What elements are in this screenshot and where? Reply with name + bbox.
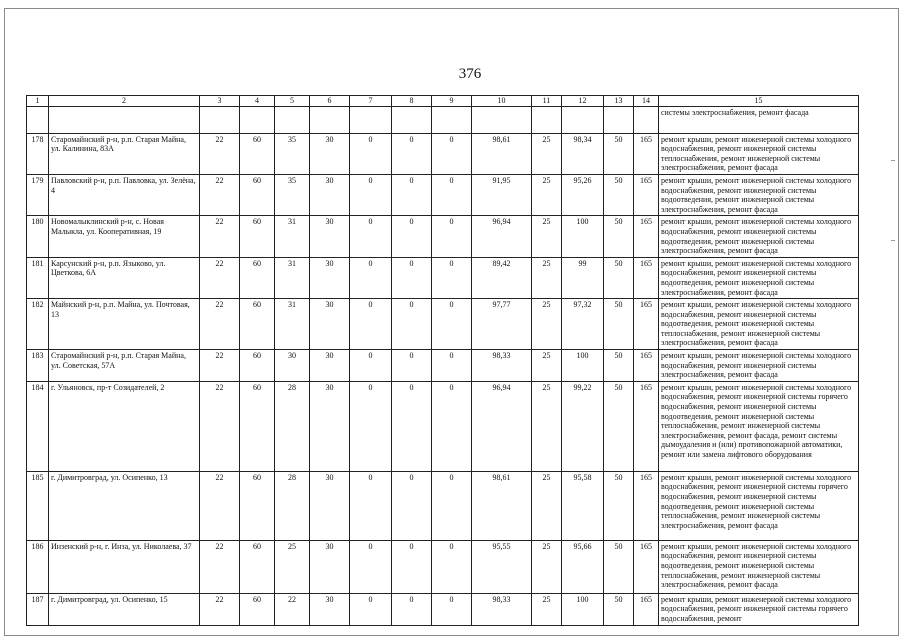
- col10-cell: 98,61: [472, 133, 532, 174]
- col9-cell: 0: [432, 350, 472, 382]
- col-header: 12: [562, 96, 604, 107]
- col8-cell: 0: [392, 593, 432, 625]
- works-cell: ремонт крыши, ремонт инженерной системы холодного водоснабжения, ремонт инженерной системы водоотведения, ремонт инженерной системы электроснабжения, ремонт фасада: [659, 257, 859, 298]
- works-cell: ремонт крыши, ремонт инженерной системы холодного водоснабжения, ремонт инженерной системы водоотведения, ремонт инженерной системы электроснабжения, ремонт фасада: [659, 174, 859, 215]
- col8-cell: 0: [392, 174, 432, 215]
- works-cell: ремонт крыши, ремонт инженерной системы холодного водоснабжения, ремонт инженерной системы водоотведения, ремонт инженерной системы теплоснабжения, ремонт инженерной системы электроснабжения, ремонт фасада: [659, 299, 859, 350]
- col12-cell: 95,26: [562, 174, 604, 215]
- col11-cell: 25: [532, 133, 562, 174]
- col14-cell: 165: [634, 257, 659, 298]
- table-row: [27, 216, 859, 257]
- col10-cell: 98,33: [472, 350, 532, 382]
- table-row: [27, 257, 859, 298]
- col11-cell: 25: [532, 593, 562, 625]
- col8-cell: 0: [392, 540, 432, 593]
- col8-cell: 0: [392, 381, 432, 471]
- works-cell: ремонт крыши, ремонт инженерной системы холодного водоснабжения, ремонт инженерной системы электроснабжения, ремонт фасада: [659, 350, 859, 382]
- col6-cell: 30: [310, 540, 350, 593]
- col10-cell: 89,42: [472, 257, 532, 298]
- address-cell: Павловский р-н, р.п. Павловка, ул. Зелёна, 4: [49, 174, 200, 215]
- address-cell: Инзенский р-н, г. Инза, ул. Николаева, 37: [49, 540, 200, 593]
- col14-cell: 165: [634, 381, 659, 471]
- col6-cell: 30: [310, 257, 350, 298]
- col-header: 5: [275, 96, 310, 107]
- col14-cell: 165: [634, 471, 659, 540]
- col5-cell: 30: [275, 350, 310, 382]
- row-number: 183: [27, 350, 49, 382]
- col-header: 13: [604, 96, 634, 107]
- col9-cell: 0: [432, 299, 472, 350]
- col12-cell: 95,66: [562, 540, 604, 593]
- col10-cell: 91,95: [472, 174, 532, 215]
- col-header: 7: [350, 96, 392, 107]
- col11-cell: 25: [532, 299, 562, 350]
- col10-cell: 98,61: [472, 471, 532, 540]
- col14-cell: 165: [634, 133, 659, 174]
- col12-cell: 97,32: [562, 299, 604, 350]
- col-header: 10: [472, 96, 532, 107]
- col3-cell: 22: [200, 350, 240, 382]
- column-number-row: [27, 96, 859, 107]
- row-number: 184: [27, 381, 49, 471]
- col13-cell: 50: [604, 471, 634, 540]
- continuation-row: [27, 106, 859, 133]
- page-number: 376: [458, 66, 482, 82]
- col7-cell: 0: [350, 216, 392, 257]
- col4-cell: 60: [240, 133, 275, 174]
- col13-cell: 50: [604, 593, 634, 625]
- col4-cell: 60: [240, 299, 275, 350]
- col7-cell: 0: [350, 593, 392, 625]
- col14-cell: 165: [634, 593, 659, 625]
- col3-cell: 22: [200, 540, 240, 593]
- col4-cell: 60: [240, 350, 275, 382]
- col14-cell: 165: [634, 174, 659, 215]
- col4-cell: 60: [240, 174, 275, 215]
- col13-cell: 50: [604, 381, 634, 471]
- col11-cell: 25: [532, 174, 562, 215]
- row-number: 182: [27, 299, 49, 350]
- housing-repair-table: [26, 95, 859, 626]
- col12-cell: 98,34: [562, 133, 604, 174]
- col4-cell: 60: [240, 471, 275, 540]
- address-cell: Старомайнский р-н, р.п. Старая Майна, ул. Советская, 57А: [49, 350, 200, 382]
- col11-cell: 25: [532, 381, 562, 471]
- col10-cell: 96,94: [472, 216, 532, 257]
- col14-cell: 165: [634, 350, 659, 382]
- col6-cell: 30: [310, 299, 350, 350]
- col7-cell: 0: [350, 174, 392, 215]
- table-row: [27, 299, 859, 350]
- col4-cell: 60: [240, 216, 275, 257]
- col7-cell: 0: [350, 381, 392, 471]
- address-cell: г. Димитровград, ул. Осипенко, 13: [49, 471, 200, 540]
- address-cell: г. Димитровград, ул. Осипенко, 15: [49, 593, 200, 625]
- col6-cell: 30: [310, 174, 350, 215]
- continuation-text: системы электроснабжения, ремонт фасада: [659, 106, 859, 133]
- col5-cell: 28: [275, 381, 310, 471]
- row-number: 185: [27, 471, 49, 540]
- col3-cell: 22: [200, 257, 240, 298]
- table-row: [27, 174, 859, 215]
- address-cell: Новомалыклинский р-н, с. Новая Малыкла, ул. Кооперативная, 19: [49, 216, 200, 257]
- col13-cell: 50: [604, 216, 634, 257]
- col4-cell: 60: [240, 540, 275, 593]
- col12-cell: 95,58: [562, 471, 604, 540]
- col9-cell: 0: [432, 257, 472, 298]
- row-number: 186: [27, 540, 49, 593]
- col8-cell: 0: [392, 299, 432, 350]
- row-number: 187: [27, 593, 49, 625]
- col9-cell: 0: [432, 174, 472, 215]
- col10-cell: 95,55: [472, 540, 532, 593]
- address-cell: г. Ульяновск, пр-т Созидателей, 2: [49, 381, 200, 471]
- col-header: 15: [659, 96, 859, 107]
- works-cell: ремонт крыши, ремонт инженерной системы холодного водоснабжения, ремонт инженерной системы теплоснабжения, ремонт инженерной системы электроснабжения, ремонт фасада: [659, 133, 859, 174]
- row-number: 179: [27, 174, 49, 215]
- col6-cell: 30: [310, 593, 350, 625]
- col13-cell: 50: [604, 174, 634, 215]
- col3-cell: 22: [200, 216, 240, 257]
- col11-cell: 25: [532, 350, 562, 382]
- col-header: 6: [310, 96, 350, 107]
- col-header: 14: [634, 96, 659, 107]
- col7-cell: 0: [350, 350, 392, 382]
- col-header: 3: [200, 96, 240, 107]
- col14-cell: 165: [634, 216, 659, 257]
- col5-cell: 31: [275, 216, 310, 257]
- row-number: 180: [27, 216, 49, 257]
- col6-cell: 30: [310, 216, 350, 257]
- col8-cell: 0: [392, 350, 432, 382]
- col8-cell: 0: [392, 471, 432, 540]
- works-cell: ремонт крыши, ремонт инженерной системы холодного водоснабжения, ремонт инженерной системы горячего водоснабжения, ремонт инженерной системы водоотведения, ремонт инженерной системы теплоснабжения, ремонт инженерной системы электроснабжения, ремонт фасада: [659, 471, 859, 540]
- col5-cell: 31: [275, 299, 310, 350]
- col7-cell: 0: [350, 540, 392, 593]
- col10-cell: 97,77: [472, 299, 532, 350]
- col3-cell: 22: [200, 593, 240, 625]
- address-cell: Майнский р-н, р.п. Майна, ул. Почтовая, 13: [49, 299, 200, 350]
- col-header: 8: [392, 96, 432, 107]
- address-cell: Карсунский р-н, р.п. Языково, ул. Цветкова, 6А: [49, 257, 200, 298]
- col-header: 2: [49, 96, 200, 107]
- col6-cell: 30: [310, 381, 350, 471]
- col7-cell: 0: [350, 471, 392, 540]
- table-row: [27, 350, 859, 382]
- col12-cell: 99: [562, 257, 604, 298]
- col11-cell: 25: [532, 540, 562, 593]
- col-header: 9: [432, 96, 472, 107]
- works-cell: ремонт крыши, ремонт инженерной системы холодного водоснабжения, ремонт инженерной системы горячего водоснабжения, ремонт инженерной системы водоотведения, ремонт инженерной системы теплоснабжения, ремонт инженерной системы электроснабжения, ремонт фасада, ремонт системы дымоудаления и (или) противопожарной автоматики, ремонт или замена лифтового оборудования: [659, 381, 859, 471]
- table-row: [27, 381, 859, 471]
- col12-cell: 100: [562, 350, 604, 382]
- table-row: [27, 540, 859, 593]
- col13-cell: 50: [604, 299, 634, 350]
- col-header: 11: [532, 96, 562, 107]
- works-cell: ремонт крыши, ремонт инженерной системы холодного водоснабжения, ремонт инженерной системы водоотведения, ремонт инженерной системы электроснабжения, ремонт фасада: [659, 216, 859, 257]
- col11-cell: 25: [532, 257, 562, 298]
- col5-cell: 25: [275, 540, 310, 593]
- col4-cell: 60: [240, 381, 275, 471]
- works-cell: ремонт крыши, ремонт инженерной системы холодного водоснабжения, ремонт инженерной системы горячего водоснабжения, ремонт: [659, 593, 859, 625]
- col8-cell: 0: [392, 216, 432, 257]
- col10-cell: 96,94: [472, 381, 532, 471]
- col6-cell: 30: [310, 133, 350, 174]
- col3-cell: 22: [200, 174, 240, 215]
- col9-cell: 0: [432, 216, 472, 257]
- col8-cell: 0: [392, 257, 432, 298]
- col9-cell: 0: [432, 471, 472, 540]
- col-header: 4: [240, 96, 275, 107]
- col3-cell: 22: [200, 299, 240, 350]
- col3-cell: 22: [200, 381, 240, 471]
- col12-cell: 99,22: [562, 381, 604, 471]
- col3-cell: 22: [200, 471, 240, 540]
- margin-mark: [891, 160, 895, 161]
- table-row: [27, 593, 859, 625]
- col9-cell: 0: [432, 540, 472, 593]
- address-cell: Старомайнский р-н, р.п. Старая Майна, ул. Калинина, 83А: [49, 133, 200, 174]
- col12-cell: 100: [562, 216, 604, 257]
- col5-cell: 35: [275, 133, 310, 174]
- col-header: 1: [27, 96, 49, 107]
- col13-cell: 50: [604, 133, 634, 174]
- col9-cell: 0: [432, 593, 472, 625]
- col10-cell: 98,33: [472, 593, 532, 625]
- col7-cell: 0: [350, 299, 392, 350]
- col4-cell: 60: [240, 257, 275, 298]
- col5-cell: 28: [275, 471, 310, 540]
- table-row: [27, 471, 859, 540]
- col7-cell: 0: [350, 257, 392, 298]
- col9-cell: 0: [432, 133, 472, 174]
- col11-cell: 25: [532, 216, 562, 257]
- col6-cell: 30: [310, 350, 350, 382]
- works-cell: ремонт крыши, ремонт инженерной системы холодного водоснабжения, ремонт инженерной системы водоотведения, ремонт инженерной системы теплоснабжения, ремонт инженерной системы электроснабжения, ремонт фасада: [659, 540, 859, 593]
- col9-cell: 0: [432, 381, 472, 471]
- col5-cell: 35: [275, 174, 310, 215]
- col14-cell: 165: [634, 299, 659, 350]
- col5-cell: 31: [275, 257, 310, 298]
- row-number: 178: [27, 133, 49, 174]
- col7-cell: 0: [350, 133, 392, 174]
- margin-mark: [891, 240, 895, 241]
- col4-cell: 60: [240, 593, 275, 625]
- col13-cell: 50: [604, 257, 634, 298]
- col14-cell: 165: [634, 540, 659, 593]
- col6-cell: 30: [310, 471, 350, 540]
- col8-cell: 0: [392, 133, 432, 174]
- col13-cell: 50: [604, 350, 634, 382]
- table-row: [27, 133, 859, 174]
- col13-cell: 50: [604, 540, 634, 593]
- row-number: 181: [27, 257, 49, 298]
- col3-cell: 22: [200, 133, 240, 174]
- col12-cell: 100: [562, 593, 604, 625]
- col5-cell: 22: [275, 593, 310, 625]
- col11-cell: 25: [532, 471, 562, 540]
